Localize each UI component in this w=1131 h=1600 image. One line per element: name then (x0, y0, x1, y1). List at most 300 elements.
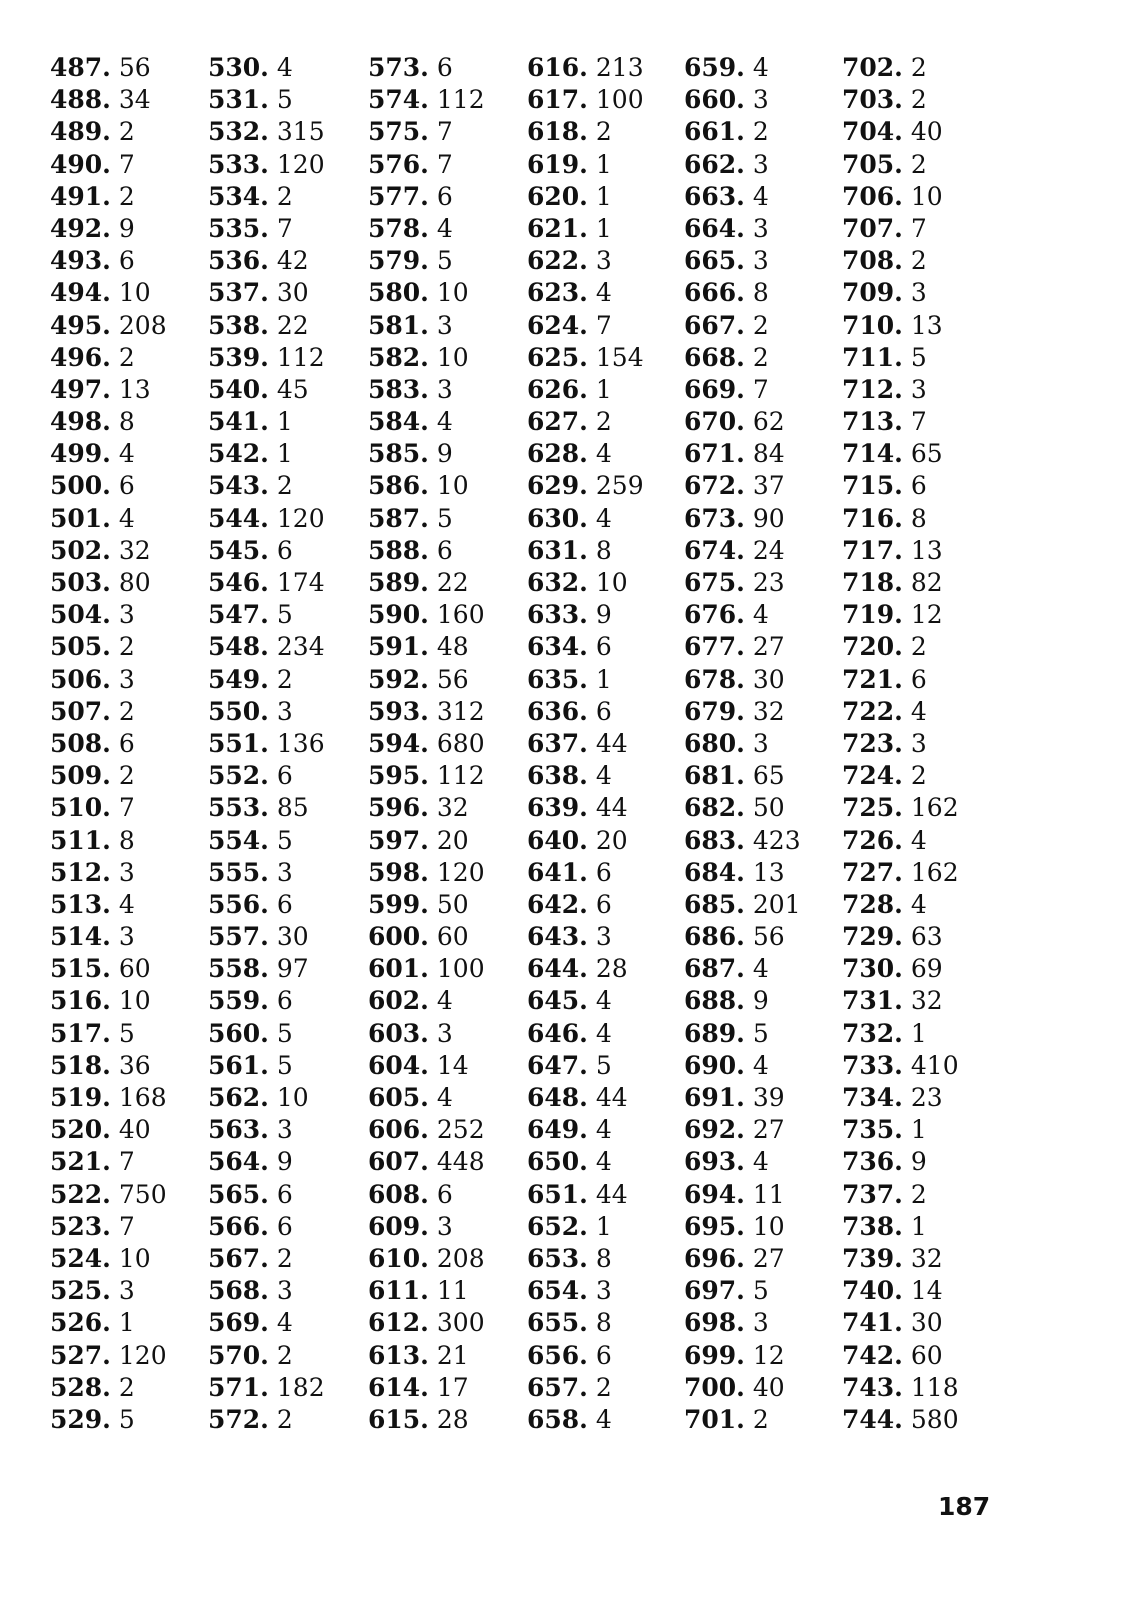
answer-entry (684, 84, 801, 116)
problem-number: 609. (368, 1211, 429, 1241)
problem-number: 590. (368, 600, 429, 630)
answer-value: 7 (910, 407, 927, 437)
answer-value: 6 (595, 889, 612, 919)
problem-number: 600. (368, 922, 429, 952)
answer-entry (684, 342, 801, 374)
answer-value: 112 (436, 761, 485, 791)
answer-value: 21 (436, 1340, 469, 1370)
answer-value: 5 (595, 1050, 612, 1080)
answer-entry (527, 535, 644, 567)
problem-number: 516. (50, 986, 111, 1016)
answer-entry (842, 985, 959, 1017)
answer-entry (684, 1340, 801, 1372)
answer-value: 4 (595, 439, 612, 469)
answer-entry (684, 1114, 801, 1146)
problem-number: 742. (842, 1340, 903, 1370)
answer-entry (208, 310, 325, 342)
problem-number: 619. (527, 149, 588, 179)
answer-value: 6 (276, 761, 293, 791)
problem-number: 612. (368, 1308, 429, 1338)
answer-entry (684, 792, 801, 824)
answer-entry (50, 342, 167, 374)
problem-number: 564. (208, 1147, 269, 1177)
answer-value: 3 (118, 664, 135, 694)
answer-value: 4 (752, 954, 769, 984)
problem-number: 682. (684, 793, 745, 823)
answer-entry (842, 310, 959, 342)
answer-value: 11 (436, 1276, 469, 1306)
answer-entry (208, 1179, 325, 1211)
answer-entry (208, 470, 325, 502)
answer-entry (527, 1340, 644, 1372)
answer-entry (208, 985, 325, 1017)
answer-value: 4 (595, 503, 612, 533)
problem-number: 704. (842, 117, 903, 147)
problem-number: 616. (527, 53, 588, 82)
answer-entry (368, 406, 485, 438)
answer-entry (368, 503, 485, 535)
problem-number: 667. (684, 310, 745, 340)
answer-entry (684, 664, 801, 696)
problem-number: 669. (684, 374, 745, 404)
answer-entry (527, 181, 644, 213)
answer-entry (684, 1372, 801, 1404)
answer-value: 1 (595, 374, 612, 404)
problem-number: 679. (684, 696, 745, 726)
problem-number: 540. (208, 374, 269, 404)
answer-value: 6 (118, 471, 135, 501)
problem-number: 638. (527, 761, 588, 791)
answer-entry (842, 1050, 959, 1082)
problem-number: 566. (208, 1211, 269, 1241)
answer-value: 5 (436, 246, 453, 276)
problem-number: 741. (842, 1308, 903, 1338)
answer-entry (368, 1050, 485, 1082)
problem-number: 611. (368, 1276, 429, 1306)
answer-value: 2 (118, 632, 135, 662)
answer-entry (208, 1243, 325, 1275)
problem-number: 509. (50, 761, 111, 791)
answer-value: 23 (752, 568, 785, 597)
answer-value: 14 (436, 1050, 469, 1080)
answer-value: 6 (436, 535, 453, 565)
answer-entry (208, 857, 325, 889)
answer-entry (684, 825, 801, 857)
answer-value: 112 (276, 342, 325, 372)
answer-entry (208, 567, 325, 599)
problem-number: 517. (50, 1018, 111, 1048)
answer-entry (527, 342, 644, 374)
answer-value: 7 (118, 1147, 135, 1177)
problem-number: 583. (368, 374, 429, 404)
answer-entry (368, 213, 485, 245)
answer-entry (684, 1307, 801, 1339)
answer-value: 44 (595, 728, 628, 758)
answer-entry (684, 52, 801, 84)
problem-number: 598. (368, 857, 429, 887)
answer-value: 8 (595, 1308, 612, 1338)
answer-value: 5 (118, 1404, 135, 1434)
answer-entry (368, 760, 485, 792)
answer-value: 3 (436, 374, 453, 404)
answer-entry (527, 503, 644, 535)
answer-value: 10 (276, 1083, 309, 1112)
answer-entry (527, 953, 644, 985)
answer-entry (842, 921, 959, 953)
answer-value: 60 (118, 954, 151, 984)
answer-entry (527, 985, 644, 1017)
problem-number: 622. (527, 246, 588, 276)
answer-value: 12 (910, 600, 943, 630)
answer-entry (527, 116, 644, 148)
problem-number: 723. (842, 728, 903, 758)
answer-value: 162 (910, 793, 959, 823)
answer-value: 4 (436, 213, 453, 243)
answer-value: 2 (118, 181, 135, 211)
answer-entry (842, 116, 959, 148)
problem-number: 647. (527, 1050, 588, 1080)
problem-number: 668. (684, 342, 745, 372)
answer-value: 12 (752, 1340, 785, 1370)
answer-entry (208, 825, 325, 857)
answer-entry (208, 535, 325, 567)
answer-value: 2 (276, 1243, 293, 1273)
answer-value: 3 (752, 85, 769, 115)
answer-value: 2 (752, 1404, 769, 1434)
answer-value: 90 (752, 503, 785, 533)
answer-value: 3 (118, 922, 135, 952)
answer-value: 2 (910, 85, 927, 115)
answer-value: 201 (752, 889, 801, 919)
problem-number: 653. (527, 1243, 588, 1273)
answer-value: 1 (595, 1211, 612, 1241)
answer-entry (684, 1211, 801, 1243)
problem-number: 737. (842, 1179, 903, 1209)
answer-entry (527, 1372, 644, 1404)
answer-value: 23 (910, 1083, 943, 1112)
problem-number: 578. (368, 213, 429, 243)
answer-entry (842, 1307, 959, 1339)
answer-value: 5 (276, 85, 293, 115)
problem-number: 730. (842, 954, 903, 984)
answer-entry (368, 1404, 485, 1436)
problem-number: 562. (208, 1083, 269, 1112)
problem-number: 716. (842, 503, 903, 533)
answer-entry (208, 664, 325, 696)
answer-value: 2 (910, 761, 927, 791)
problem-number: 494. (50, 278, 111, 308)
answer-entry (368, 1340, 485, 1372)
answer-entry (684, 921, 801, 953)
answer-value: 8 (752, 278, 769, 308)
answer-value: 5 (276, 600, 293, 630)
answer-value: 4 (436, 407, 453, 437)
problem-number: 530. (208, 53, 269, 82)
problem-number: 555. (208, 857, 269, 887)
answer-entry (527, 728, 644, 760)
problem-number: 642. (527, 889, 588, 919)
problem-number: 664. (684, 213, 745, 243)
answer-value: 2 (910, 149, 927, 179)
answer-entry (368, 889, 485, 921)
problem-number: 706. (842, 181, 903, 211)
problem-number: 606. (368, 1115, 429, 1145)
answer-value: 4 (118, 503, 135, 533)
answer-entry (368, 310, 485, 342)
answer-value: 2 (910, 53, 927, 82)
answer-value: 56 (436, 664, 469, 694)
answer-entry (527, 664, 644, 696)
answer-value: 39 (752, 1083, 785, 1112)
answer-entry (368, 149, 485, 181)
answer-entry (208, 631, 325, 663)
answer-entry (368, 567, 485, 599)
answer-value: 2 (752, 117, 769, 147)
problem-number: 505. (50, 632, 111, 662)
problem-number: 683. (684, 825, 745, 855)
answer-entry (842, 953, 959, 985)
answer-value: 136 (276, 728, 325, 758)
problem-number: 744. (842, 1404, 903, 1434)
answer-entry (50, 1082, 167, 1114)
answer-entry (527, 567, 644, 599)
problem-number: 710. (842, 310, 903, 340)
answer-entry (368, 438, 485, 470)
answer-value: 4 (595, 1147, 612, 1177)
problem-number: 732. (842, 1018, 903, 1048)
answer-entry (527, 1018, 644, 1050)
answer-entry (208, 84, 325, 116)
problem-number: 528. (50, 1372, 111, 1402)
answer-value: 20 (436, 825, 469, 855)
answer-entry (842, 1211, 959, 1243)
problem-number: 553. (208, 793, 269, 823)
answer-entry (842, 728, 959, 760)
answer-entry (368, 1275, 485, 1307)
answer-value: 6 (910, 664, 927, 694)
answer-value: 7 (436, 149, 453, 179)
problem-number: 722. (842, 696, 903, 726)
answer-value: 1 (910, 1115, 927, 1145)
problem-number: 645. (527, 986, 588, 1016)
problem-number: 535. (208, 213, 269, 243)
answer-value: 8 (910, 503, 927, 533)
answer-value: 30 (910, 1308, 943, 1338)
answer-entry (368, 277, 485, 309)
problem-number: 660. (684, 85, 745, 115)
answer-value: 10 (118, 1243, 151, 1273)
answer-entry (50, 310, 167, 342)
answer-entry (842, 1146, 959, 1178)
answer-value: 410 (910, 1050, 959, 1080)
problem-number: 594. (368, 728, 429, 758)
problem-number: 695. (684, 1211, 745, 1241)
answers-column-4 (527, 52, 644, 1436)
answer-value: 3 (436, 1018, 453, 1048)
answer-value: 85 (276, 793, 309, 823)
problem-number: 671. (684, 439, 745, 469)
problem-number: 738. (842, 1211, 903, 1241)
answer-entry (527, 438, 644, 470)
answer-value: 6 (276, 986, 293, 1016)
problem-number: 581. (368, 310, 429, 340)
answer-value: 3 (118, 857, 135, 887)
answer-value: 3 (276, 1115, 293, 1145)
problem-number: 621. (527, 213, 588, 243)
answer-entry (208, 792, 325, 824)
answer-value: 213 (595, 53, 644, 82)
problem-number: 550. (208, 696, 269, 726)
problem-number: 634. (527, 632, 588, 662)
answer-value: 3 (910, 374, 927, 404)
problem-number: 673. (684, 503, 745, 533)
answer-entry (842, 825, 959, 857)
problem-number: 696. (684, 1243, 745, 1273)
problem-number: 525. (50, 1276, 111, 1306)
problem-number: 724. (842, 761, 903, 791)
problem-number: 576. (368, 149, 429, 179)
problem-number: 690. (684, 1050, 745, 1080)
answer-entry (527, 406, 644, 438)
problem-number: 627. (527, 407, 588, 437)
problem-number: 565. (208, 1179, 269, 1209)
answer-entry (368, 825, 485, 857)
answer-entry (527, 857, 644, 889)
answer-entry (50, 631, 167, 663)
answer-value: 36 (118, 1050, 151, 1080)
answer-value: 1 (595, 664, 612, 694)
answer-value: 22 (276, 310, 309, 340)
answer-value: 6 (595, 696, 612, 726)
problem-number: 693. (684, 1147, 745, 1177)
problem-number: 617. (527, 85, 588, 115)
problem-number: 717. (842, 535, 903, 565)
answer-entry (684, 1018, 801, 1050)
answer-value: 208 (436, 1243, 485, 1273)
problem-number: 558. (208, 954, 269, 984)
answer-entry (527, 213, 644, 245)
answer-entry (842, 1082, 959, 1114)
problem-number: 519. (50, 1083, 111, 1112)
answer-entry (50, 1340, 167, 1372)
answer-value: 4 (436, 986, 453, 1016)
problem-number: 674. (684, 535, 745, 565)
problem-number: 639. (527, 793, 588, 823)
answer-value: 100 (436, 954, 485, 984)
answer-entry (527, 599, 644, 631)
answer-entry (208, 1340, 325, 1372)
answer-entry (208, 438, 325, 470)
answer-value: 2 (595, 1372, 612, 1402)
answer-entry (684, 760, 801, 792)
answer-entry (50, 535, 167, 567)
problem-number: 692. (684, 1115, 745, 1145)
problem-number: 725. (842, 793, 903, 823)
answer-value: 2 (276, 1340, 293, 1370)
answer-value: 120 (276, 149, 325, 179)
answer-entry (368, 985, 485, 1017)
answer-entry (684, 1050, 801, 1082)
answer-value: 2 (595, 117, 612, 147)
answer-entry (842, 1018, 959, 1050)
answer-value: 82 (910, 568, 943, 597)
answer-entry (842, 631, 959, 663)
answer-value: 10 (436, 278, 469, 308)
problem-number: 503. (50, 568, 111, 597)
problem-number: 573. (368, 53, 429, 82)
answer-value: 5 (276, 825, 293, 855)
answer-value: 3 (752, 1308, 769, 1338)
problem-number: 632. (527, 568, 588, 597)
answer-value: 13 (910, 535, 943, 565)
answer-value: 3 (276, 857, 293, 887)
answer-value: 8 (118, 407, 135, 437)
answer-entry (368, 1243, 485, 1275)
problem-number: 636. (527, 696, 588, 726)
answer-value: 3 (595, 1276, 612, 1306)
answer-value: 10 (595, 568, 628, 597)
answer-value: 234 (276, 632, 325, 662)
answer-entry (208, 406, 325, 438)
answer-entry (842, 696, 959, 728)
answer-value: 8 (595, 1243, 612, 1273)
answer-entry (842, 374, 959, 406)
problem-number: 629. (527, 471, 588, 501)
problem-number: 644. (527, 954, 588, 984)
answer-value: 750 (118, 1179, 167, 1209)
answer-value: 6 (595, 632, 612, 662)
problem-number: 646. (527, 1018, 588, 1048)
problem-number: 734. (842, 1083, 903, 1112)
problem-number: 571. (208, 1372, 269, 1402)
answer-value: 28 (595, 954, 628, 984)
problem-number: 718. (842, 568, 903, 597)
problem-number: 554. (208, 825, 269, 855)
problem-number: 580. (368, 278, 429, 308)
answer-value: 56 (752, 922, 785, 952)
answer-entry (527, 1179, 644, 1211)
problem-number: 522. (50, 1179, 111, 1209)
answer-value: 300 (436, 1308, 485, 1338)
answer-value: 20 (595, 825, 628, 855)
answer-entry (684, 438, 801, 470)
answer-entry (684, 1082, 801, 1114)
answer-value: 7 (118, 1211, 135, 1241)
problem-number: 624. (527, 310, 588, 340)
answer-entry (368, 1146, 485, 1178)
problem-number: 702. (842, 53, 903, 82)
answer-entry (527, 792, 644, 824)
answer-entry (50, 857, 167, 889)
problem-number: 608. (368, 1179, 429, 1209)
answer-value: 32 (910, 986, 943, 1016)
problem-number: 680. (684, 728, 745, 758)
answer-value: 80 (118, 568, 151, 597)
problem-number: 524. (50, 1243, 111, 1273)
answer-value: 44 (595, 793, 628, 823)
answer-entry (684, 567, 801, 599)
problem-number: 568. (208, 1276, 269, 1306)
answer-value: 3 (276, 1276, 293, 1306)
answer-entry (50, 277, 167, 309)
answer-entry (50, 760, 167, 792)
answer-entry (368, 664, 485, 696)
problem-number: 721. (842, 664, 903, 694)
answer-entry (208, 953, 325, 985)
problem-number: 536. (208, 246, 269, 276)
problem-number: 635. (527, 664, 588, 694)
answer-value: 7 (752, 374, 769, 404)
